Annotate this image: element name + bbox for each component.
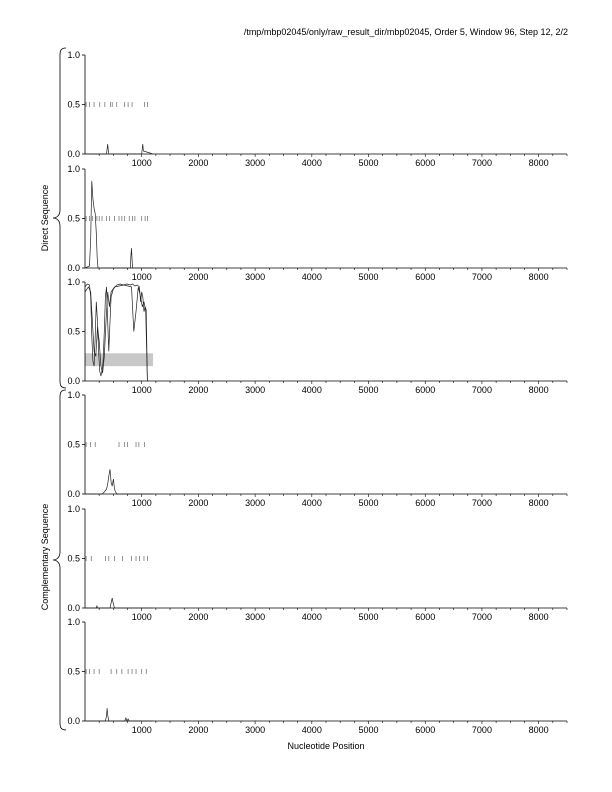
y-tick-label: 1.0 [67, 164, 80, 174]
complementary-sequence-label: Complementary Sequence [40, 503, 50, 611]
y-tick-label: 0.0 [67, 716, 80, 726]
x-tick-label: 8000 [528, 158, 549, 168]
x-tick-label: 5000 [358, 612, 379, 622]
y-tick-label: 0.5 [67, 666, 80, 677]
x-tick-label: 2000 [188, 158, 209, 168]
x-tick-label: 2000 [188, 612, 209, 622]
x-tick-label: 2000 [188, 272, 209, 282]
panel-complementary-frame-1 [67, 390, 567, 508]
x-tick-label: 3000 [245, 385, 266, 395]
x-tick-label: 1000 [131, 272, 152, 282]
x-tick-label: 4000 [301, 612, 322, 622]
x-tick-label: 3000 [245, 725, 266, 735]
x-tick-label: 1000 [131, 498, 152, 508]
x-tick-label: 8000 [528, 725, 549, 735]
series-line-1 [85, 708, 153, 721]
y-tick-label: 0.0 [67, 603, 80, 613]
y-tick-label: 1.0 [67, 617, 80, 627]
x-tick-label: 7000 [471, 272, 492, 282]
x-tick-label: 5000 [358, 158, 379, 168]
panel-direct-frame-1 [67, 50, 567, 168]
y-tick-label: 1.0 [67, 390, 80, 400]
x-tick-label: 4000 [301, 158, 322, 168]
x-tick-label: 2000 [188, 498, 209, 508]
y-tick-label: 0.5 [67, 213, 80, 224]
x-tick-label: 6000 [415, 612, 436, 622]
panel-direct-frame-3 [67, 277, 567, 395]
x-tick-label: 4000 [301, 272, 322, 282]
direct-sequence-bracket [53, 48, 66, 388]
x-tick-label: 3000 [245, 158, 266, 168]
y-tick-label: 0.5 [67, 553, 80, 564]
x-tick-label: 5000 [358, 498, 379, 508]
x-tick-label: 1000 [131, 612, 152, 622]
x-tick-label: 8000 [528, 498, 549, 508]
y-tick-label: 0.5 [67, 326, 80, 337]
x-tick-label: 3000 [245, 612, 266, 622]
x-tick-label: 7000 [471, 158, 492, 168]
series-line-1 [85, 284, 147, 381]
series-line-1 [85, 144, 153, 154]
y-tick-label: 0.5 [67, 99, 80, 110]
x-tick-label: 1000 [131, 725, 152, 735]
x-tick-label: 7000 [471, 498, 492, 508]
x-tick-label: 5000 [358, 272, 379, 282]
y-tick-label: 0.0 [67, 376, 80, 386]
panel-direct-frame-2 [67, 164, 567, 282]
panel-complementary-frame-3 [67, 617, 567, 735]
x-tick-label: 6000 [415, 385, 436, 395]
x-tick-label: 6000 [415, 498, 436, 508]
x-tick-label: 1000 [131, 385, 152, 395]
y-tick-label: 1.0 [67, 504, 80, 514]
y-tick-label: 1.0 [67, 50, 80, 60]
y-tick-label: 0.0 [67, 263, 80, 273]
x-tick-label: 4000 [301, 498, 322, 508]
x-tick-label: 2000 [188, 385, 209, 395]
direct-sequence-label: Direct Sequence [40, 184, 50, 252]
y-tick-label: 0.5 [67, 439, 80, 450]
complementary-sequence-bracket [53, 390, 66, 730]
group-brackets [53, 48, 66, 730]
x-tick-label: 7000 [471, 385, 492, 395]
x-tick-label: 2000 [188, 725, 209, 735]
x-tick-label: 7000 [471, 725, 492, 735]
x-tick-label: 8000 [528, 612, 549, 622]
x-tick-label: 6000 [415, 272, 436, 282]
x-tick-label: 6000 [415, 158, 436, 168]
x-tick-label: 7000 [471, 612, 492, 622]
series-line-2 [85, 285, 147, 381]
x-tick-label: 3000 [245, 498, 266, 508]
x-tick-label: 4000 [301, 385, 322, 395]
x-tick-label: 3000 [245, 272, 266, 282]
x-tick-label: 8000 [528, 385, 549, 395]
y-tick-label: 0.0 [67, 149, 80, 159]
series-line-1 [85, 469, 153, 494]
x-axis-label: Nucleotide Position [287, 741, 365, 751]
x-tick-label: 5000 [358, 385, 379, 395]
x-tick-label: 1000 [131, 158, 152, 168]
series-line-1 [85, 598, 153, 608]
y-tick-label: 0.0 [67, 489, 80, 499]
x-tick-label: 6000 [415, 725, 436, 735]
x-tick-label: 5000 [358, 725, 379, 735]
panel-complementary-frame-2 [67, 504, 567, 622]
x-tick-label: 4000 [301, 725, 322, 735]
panels [67, 50, 567, 735]
y-tick-label: 1.0 [67, 277, 80, 287]
series-line-1 [85, 181, 153, 268]
x-tick-label: 8000 [528, 272, 549, 282]
figure-title: /tmp/mbp02045/only/raw_result_dir/mbp02045, Order 5, Window 96, Step 12, 2/2 [243, 27, 568, 37]
